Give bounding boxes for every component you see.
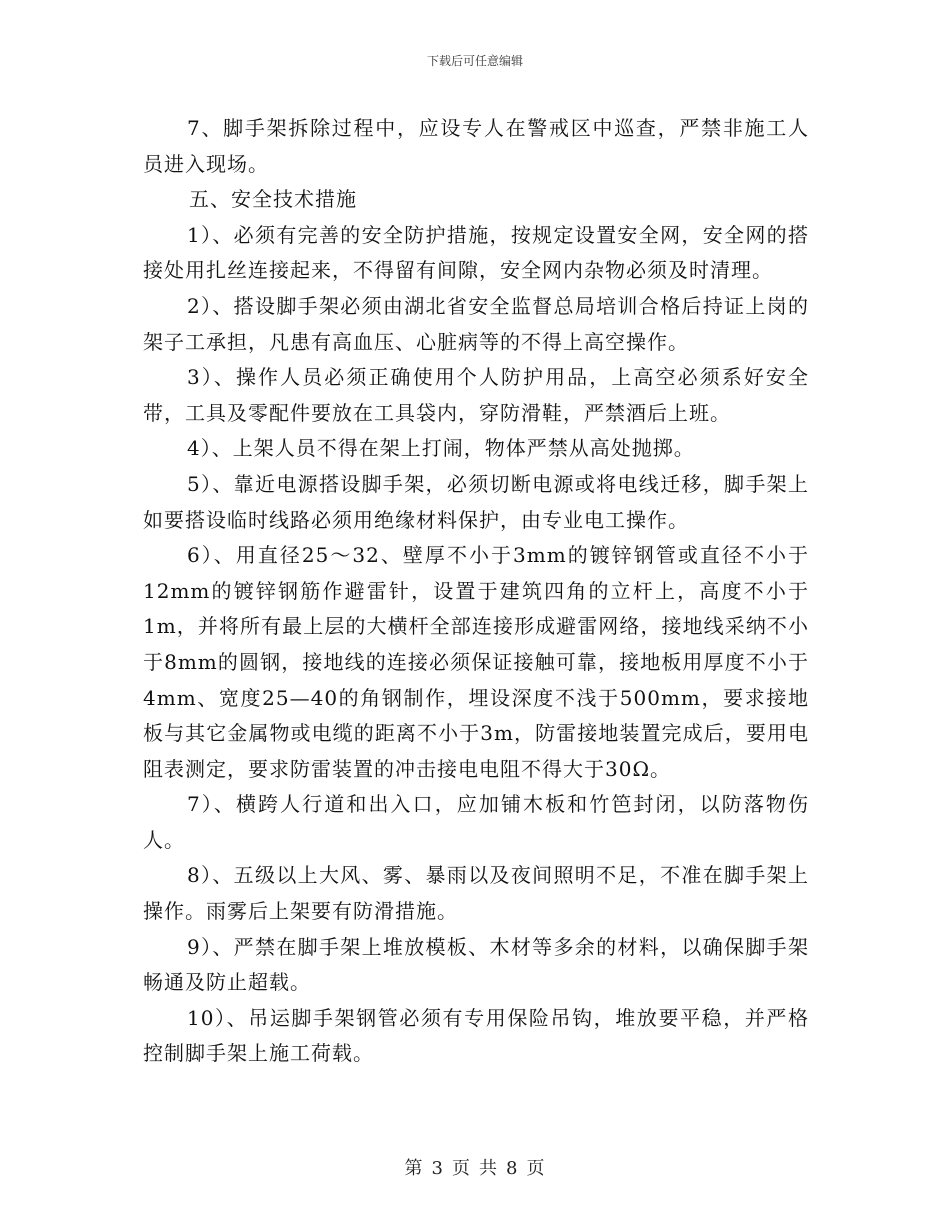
paragraph-measure-2: 2）、搭设脚手架必须由湖北省安全监督总局培训合格后持证上岗的架子工承担，凡患有高血压、心脏病等的不得上高空操作。 — [143, 293, 809, 354]
paragraph-measure-9: 9）、严禁在脚手架上堆放模板、木材等多余的材料，以确保脚手架畅通及防止超载。 — [143, 934, 809, 995]
total-pages: 8 — [506, 1158, 519, 1179]
page-footer — [0, 1154, 950, 1180]
page-number: 3 — [431, 1158, 444, 1179]
section-heading: 五、安全技术措施 — [189, 187, 357, 212]
paragraph-measure-7: 7）、横跨人行道和出入口，应加铺木板和竹笆封闭，以防落物伤人。 — [143, 792, 809, 852]
paragraph-measure-5: 5）、靠近电源搭设脚手架，必须切断电源或将电线迁移，脚手架上如要搭设临时线路必须用绝缘材料保护，由专业电工操作。 — [143, 471, 809, 532]
footer-page-unit: 页 — [452, 1158, 471, 1179]
document-body — [143, 111, 809, 1072]
paragraph-item-7: 7、脚手架拆除过程中，应设专人在警戒区中巡查，严禁非施工人员进入现场。 — [143, 116, 809, 176]
paragraph-measure-8: 8）、五级以上大风、雾、暴雨以及夜间照明不足，不准在脚手架上操作。雨雾后上架要有防滑措施。 — [143, 863, 809, 924]
footer-prefix: 第 — [404, 1158, 424, 1179]
footer-total-label: 共 — [479, 1158, 498, 1179]
paragraph-measure-3: 3）、操作人员必须正确使用个人防护用品，上高空必须系好安全带，工具及零配件要放在工具袋内，穿防滑鞋，严禁酒后上班。 — [143, 365, 809, 425]
page-header: 下载后可任意编辑 — [426, 54, 523, 68]
paragraph-measure-6: 6）、用直径25～32、壁厚不小于3mm的镀锌钢管或直径不小于12mm的镀锌钢筋作避雷针，设置于建筑四角的立杆上，高度不小于1m，并将所有最上层的大横杆全部连接形成避雷网络，接地线采纳不小于8mm的圆钢，接地线的连接必须保证接触可靠，接地板用厚度不小于4mm、宽度25—40的角钢制作，埋设深度不浅于500mm，要求接地板与其它金属物或电缆的距离不小于3m，防雷接地装置完成后，要用电阻表测定，要求防雷装置的冲击接电电阻不得大于30Ω。 — [143, 543, 809, 781]
paragraph-measure-1: 1）、必须有完善的安全防护措施，按规定设置安全网，安全网的搭接处用扎丝连接起来，不得留有间隙，安全网内杂物必须及时清理。 — [143, 222, 809, 283]
paragraph-measure-10: 10）、吊运脚手架钢管必须有专用保险吊钩，堆放要平稳，并严格控制脚手架上施工荷载。 — [143, 1005, 809, 1066]
footer-total-unit: 页 — [526, 1158, 546, 1179]
paragraph-measure-4: 4）、上架人员不得在架上打闹，物体严禁从高处抛掷。 — [187, 436, 695, 461]
